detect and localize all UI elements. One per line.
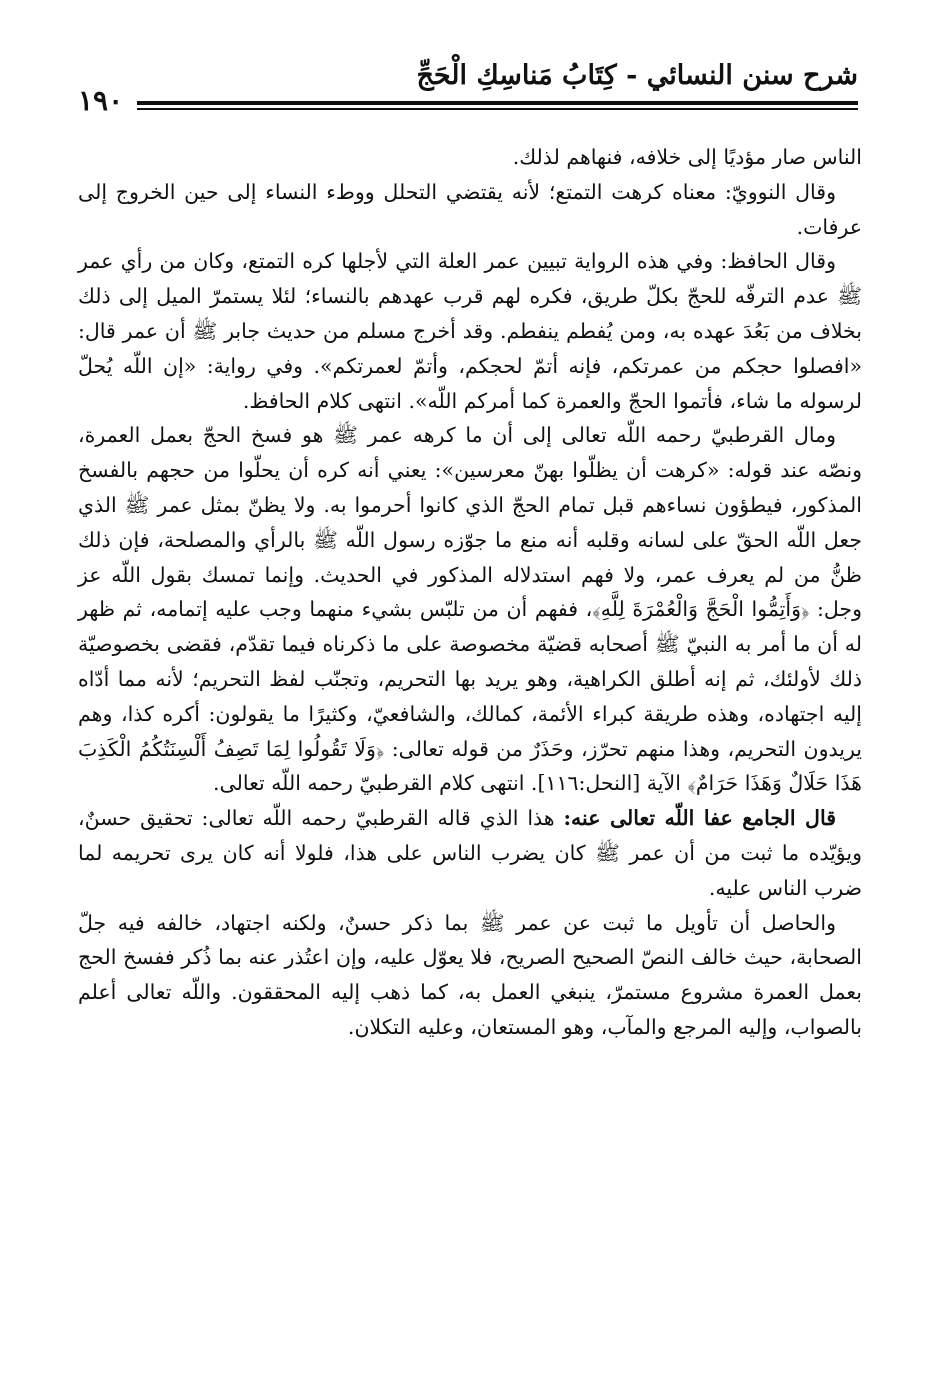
paragraph-jami [78,801,862,905]
paragraph-hafiz: وقال الحافظ: وفي هذه الرواية تبيين عمر العلة التي لأجلها كره التمتع، وكان من رأي عمر ﷺ عدم الترفّه للحجّ بكلّ طريق، فكره لهم قرب عهدهم بالنساء؛ لئلا يستمرّ الميل إلى ذلك بخلاف من بَعُدَ عهده به، ومن يُفطم ينفطم. وقد أخرج مسلم من حديث جابر ﷺ أن عمر قال: «افصلوا حجكم من عمرتكم، فإنه أتمّ لحجكم، وأتمّ لعمرتكم». وفي رواية: «إن اللّه يُحلّ لرسوله ما شاء، فأتموا الحجّ والعمرة كما أمركم اللّه». انتهى كلام الحافظ. [78,249,862,413]
paragraph-continuation: الناس صار مؤديًا إلى خلافه، فنهاهم لذلك. [512,145,862,169]
header-title: شرح سنن النسائي - كِتَابُ مَناسِكِ الْحَجِّ [416,60,858,91]
body-text [78,140,862,1045]
page-number: ١٩٠ [78,84,137,118]
header-rule-thin [78,108,858,110]
jami-text: هذا الذي قاله القرطبيّ رحمه اللّه تعالى: تحقيق حسنٌ، ويؤيّده ما ثبت من أن عمر ﷺ كان يضرب الناس على هذا، فلولا أنه كان يرى تحريمه لما ضرب الناس عليه. [78,806,862,900]
paragraph-conclusion: والحاصل أن تأويل ما ثبت عن عمر ﷺ بما ذكر حسنٌ، ولكنه اجتهاد، خالفه فيه جلّ الصحابة، حيث خالف النصّ الصحيح الصريح، فلا يعوّل عليه، وإن اعتُذر عنه بما ذُكر ففسخ الحج بعمل العمرة مشروع مستمرّ، ينبغي العمل به، كما ذهب إليه المحققون. واللّه تعالى أعلم بالصواب، وإليه المرجع والمآب، وهو المستعان، وعليه التكلان. [78,910,862,1039]
running-header [78,58,858,130]
header-rule-thick [78,101,858,105]
jami-lead: قال الجامع عفا اللّه تعالى عنه: [563,806,836,831]
paragraph-qurtubi: ومال القرطبيّ رحمه اللّه تعالى إلى أن ما كرهه عمر ﷺ هو فسخ الحجّ بعمل العمرة، ونصّه عند قوله: «كرهت أن يظلّوا بهنّ معرسين»: يعني أنه كره أن يحلّوا من حجهم بالفسخ المذكور، فيطؤون نساءهم قبل تمام الحجّ الذي كانوا أحرموا به. ولا يظنّ بمثل عمر ﷺ الذي جعل اللّه الحقّ على لسانه وقلبه أنه منع ما جوّزه رسول اللّه ﷺ بالرأي والمصلحة، فإن ذلك ظنُّ من لم يعرف عمر، ولا فهم استدلاله المذكور في الحديث. وإنما تمسك بقول اللّه عز وجل: ﴿وَأَتِمُّوا الْحَجَّ وَالْعُمْرَةَ لِلَّهِ﴾، ففهم أن من تلبّس بشيء منهما وجب عليه إتمامه، ثم ظهر له أن ما أمر به النبيّ ﷺ أصحابه قضيّة مخصوصة على ما ذكرناه فيما تقدّم، فقضى بخصوصيّة ذلك لأولئك، ثم إنه أطلق الكراهية، وهو يريد بها التحريم، وتجنّب لفظ التحريم؛ لأنه مما أدّاه إليه اجتهاده، وهذه طريقة كبراء الأئمة، كمالك، والشافعيّ، وكثيرًا ما يقولون: أكره كذا، وهم يريدون التحريم، وهذا منهم تحرّز، وحَذَرٌ من قوله تعالى: ﴿وَلَا تَقُولُوا لِمَا تَصِفُ أَلْسِنَتُكُمُ الْكَذِبَ هَذَا حَلَالٌ وَهَذَا حَرَامٌ﴾ الآية [النحل:١١٦]. انتهى كلام القرطبيّ رحمه اللّه تعالى. [78,423,862,796]
paragraph-nawawi: وقال النوويّ: معناه كرهت التمتع؛ لأنه يقتضي التحلل ووطء النساء إلى حين الخروج إلى عرفات. [78,179,862,239]
